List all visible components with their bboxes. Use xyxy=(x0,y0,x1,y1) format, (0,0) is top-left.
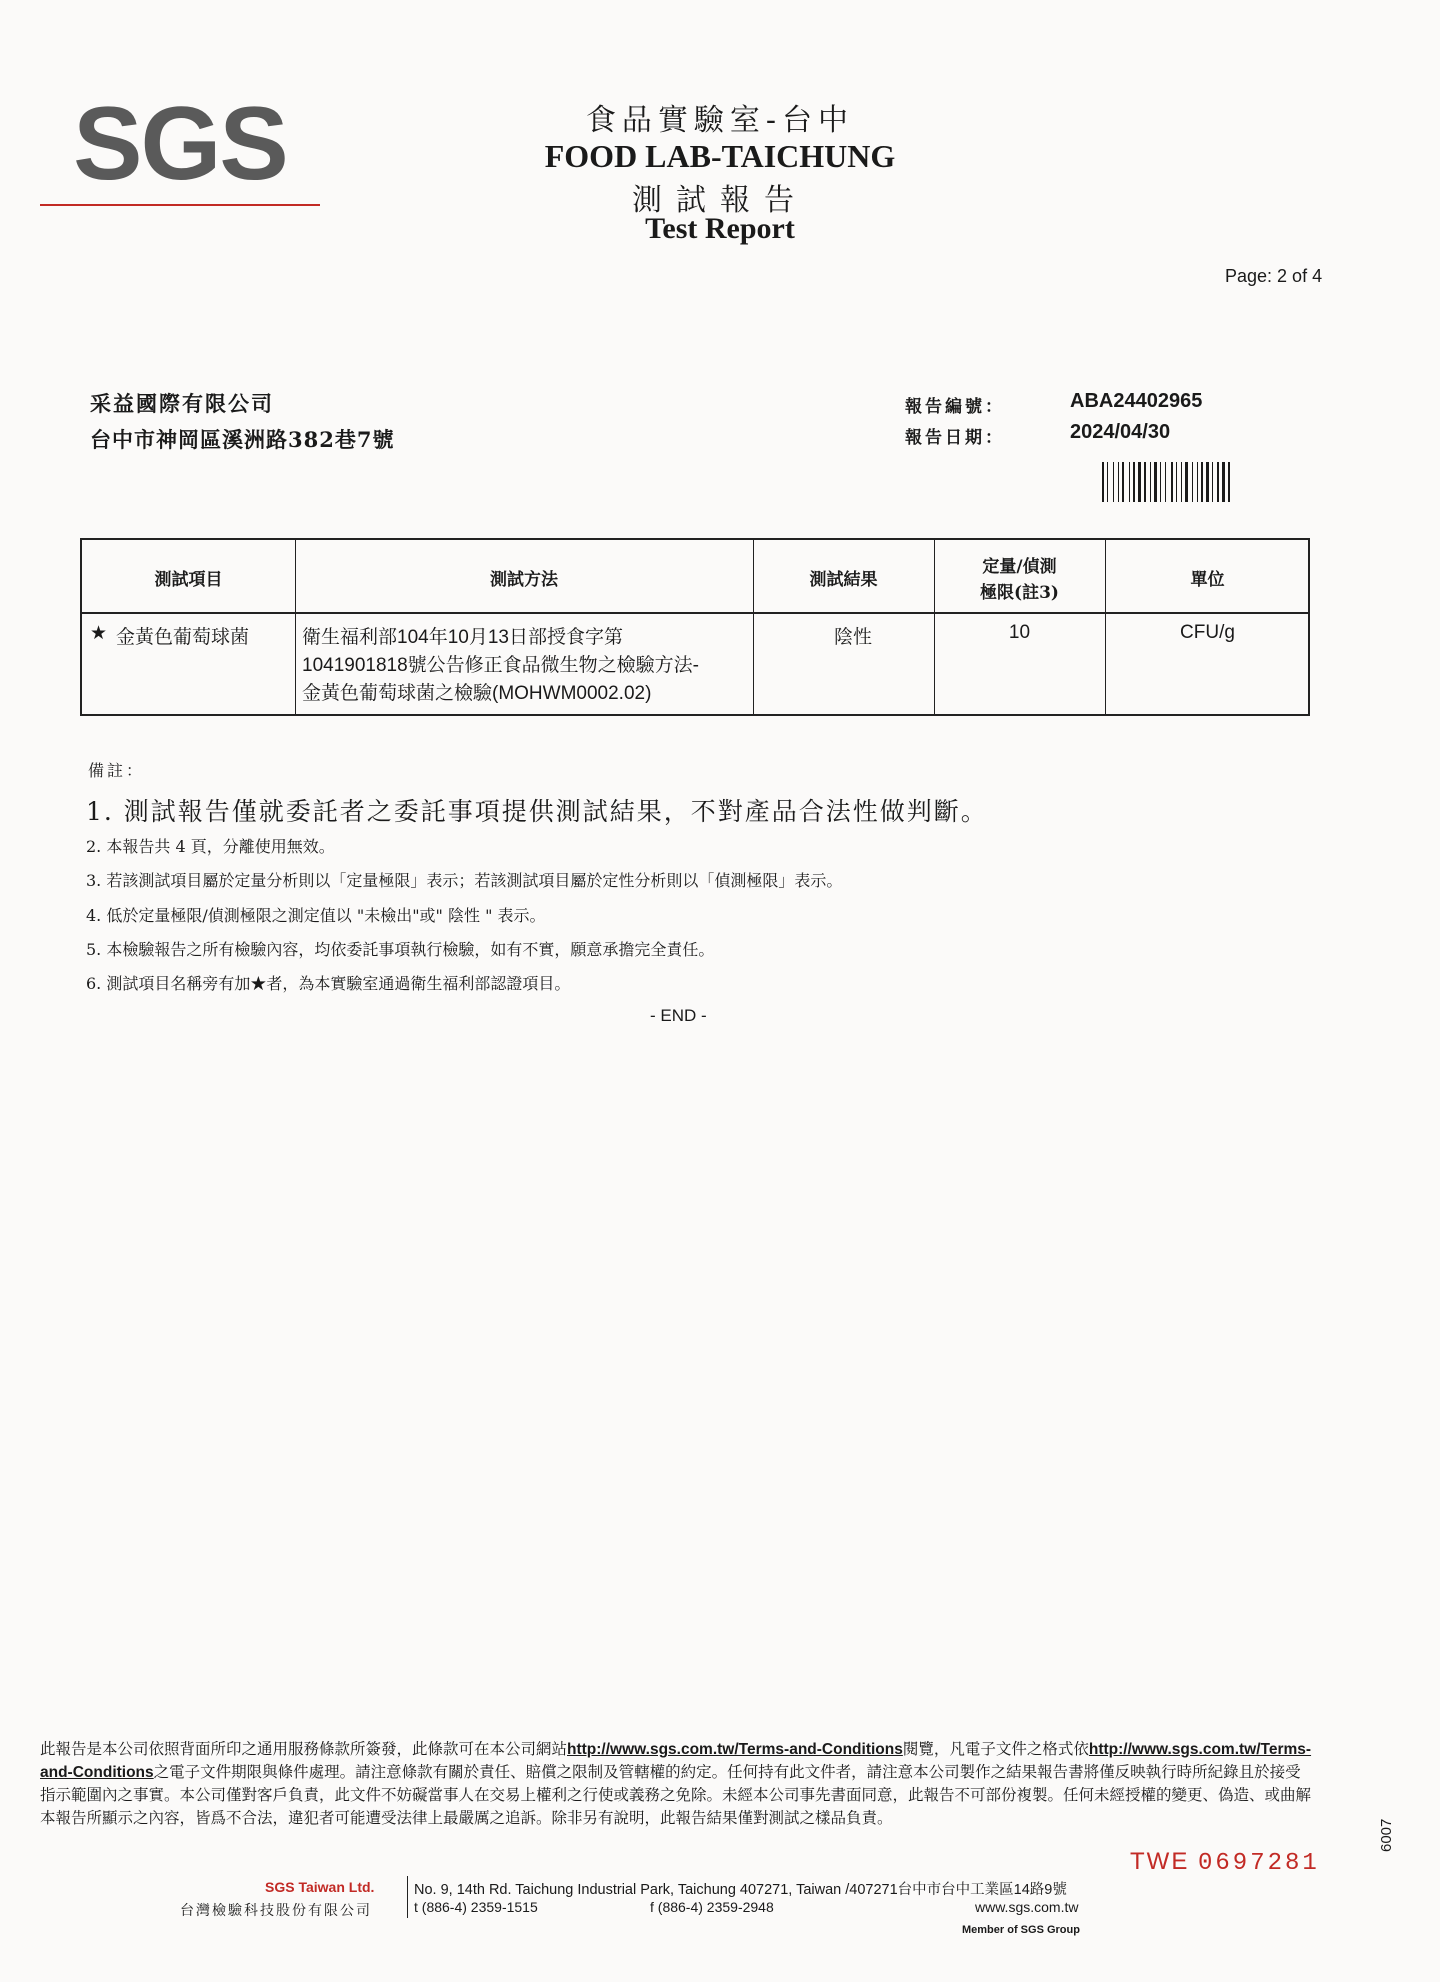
barcode-bar xyxy=(1113,462,1114,502)
company-phone: t (886-4) 2359-1515 xyxy=(414,1899,538,1915)
notes-title: 備註： xyxy=(88,761,146,780)
barcode-bar xyxy=(1165,462,1166,502)
barcode-bar xyxy=(1129,462,1130,502)
company-address: No. 9, 14th Rd. Taichung Industrial Park, Taichung 407271, Taiwan /407271台中市台中工業區14路9號 xyxy=(414,1882,1067,1898)
barcode-bar xyxy=(1212,462,1213,502)
page-info: Page: 2 of 4 xyxy=(1225,266,1323,286)
note-5: 5. 本檢驗報告之所有檢驗內容，均依委託事項執行檢驗，如有不實，願意承擔完全責任。 xyxy=(86,940,715,959)
barcode-bar xyxy=(1122,462,1124,502)
barcode-bar xyxy=(1107,462,1108,502)
barcode-bar xyxy=(1160,462,1161,502)
end-marker: - END - xyxy=(650,1006,707,1025)
cell-method-line2: 1041901818號公告修正食品微生物之檢驗方法- xyxy=(302,655,699,676)
barcode-bar xyxy=(1133,462,1135,502)
member-of-group: Member of SGS Group xyxy=(962,1924,1080,1936)
barcode-bar xyxy=(1154,462,1157,502)
header-limit-line2: 極限(註3) xyxy=(980,583,1059,603)
terms-statement xyxy=(40,1738,1315,1830)
barcode-bar xyxy=(1150,462,1151,502)
company-website[interactable]: www.sgs.com.tw xyxy=(975,1899,1079,1915)
client-name: 采益國際有限公司 xyxy=(90,391,274,416)
report-date: 2024/04/30 xyxy=(1070,421,1171,443)
note-1: 1. 測試報告僅就委託者之委託事項提供測試結果，不對產品合法性做判斷。 xyxy=(86,797,988,826)
barcode-bar xyxy=(1171,462,1173,502)
barcode-bar xyxy=(1206,462,1209,502)
report-date-label: 報告日期： xyxy=(905,428,1005,448)
barcode-bar xyxy=(1222,462,1225,502)
barcode-bar xyxy=(1228,462,1230,502)
cell-unit: CFU/g xyxy=(1180,622,1235,643)
serial-digits: 0697281 xyxy=(1198,1850,1320,1877)
barcode-bar xyxy=(1185,462,1188,502)
sgs-logo-text: SGS xyxy=(73,95,287,202)
accreditation-star-icon: ★ xyxy=(90,622,108,644)
serial-number xyxy=(1130,1848,1320,1877)
side-code: 6007 xyxy=(1378,1818,1395,1852)
footer-divider xyxy=(407,1876,408,1918)
barcode-bar xyxy=(1217,462,1219,502)
terms-text-3: 之電子文件期限與條件處理。請注意條款有關於責任、賠償之限制及管轄權的約定。任何持有此文件者，請注意本公司製作之結果報告書將僅反映執行時所紀錄且於接受指示範圍內之事實。本公司僅對客戶負責，此文件不妨礙當事人在交易上權利之行使或義務之免除。未經本公司事先書面同意，此報告不可部份複製。任何未經授權的變更、偽造、或曲解本報告所顯示之內容，皆爲不合法，違犯者可能遭受法律上最嚴厲之追訴。除非另有說明，此報告結果僅對測試之樣品負責。 xyxy=(40,1763,1312,1827)
client-address: 台中市神岡區溪洲路382巷7號 xyxy=(90,427,395,452)
cell-test-result: 陰性 xyxy=(834,627,873,648)
barcode-bar xyxy=(1144,462,1146,502)
sgs-logo xyxy=(40,95,320,210)
cell-method-line3: 金黃色葡萄球菌之檢驗(MOHWM0002.02) xyxy=(302,683,652,704)
header-limit-line1: 定量/偵測 xyxy=(982,557,1057,577)
company-name-zh: 台灣檢驗科技股份有限公司 xyxy=(180,1903,372,1919)
terms-text-2: 閱覽，凡電子文件之格式依 xyxy=(902,1740,1089,1758)
report-number: ABA24402965 xyxy=(1070,390,1203,412)
report-title-zh: 測試報告 xyxy=(632,183,808,218)
terms-link-2[interactable]: http://www.sgs.com.tw/Terms-and-Conditions xyxy=(40,1741,1312,1781)
company-fax: f (886-4) 2359-2948 xyxy=(650,1899,774,1915)
serial-prefix: TWE xyxy=(1130,1848,1190,1875)
barcode-bar xyxy=(1138,462,1141,502)
barcode-bar xyxy=(1118,462,1119,502)
header-unit: 單位 xyxy=(1190,570,1225,590)
note-2: 2. 本報告共 4 頁，分離使用無效。 xyxy=(86,837,335,856)
note-3: 3. 若該測試項目屬於定量分析則以「定量極限」表示；若該測試項目屬於定性分析則以「偵測極限」表示。 xyxy=(86,871,843,890)
lab-name-zh: 食品實驗室-台中 xyxy=(585,103,855,138)
test-results-table xyxy=(80,538,1310,716)
header-test-item: 測試項目 xyxy=(154,570,223,590)
barcode-bar xyxy=(1192,462,1193,502)
header-test-method: 測試方法 xyxy=(490,570,558,590)
header-test-result: 測試結果 xyxy=(809,570,878,590)
terms-text-1: 此報告是本公司依照背面所印之通用服務條款所簽發，此條款可在本公司網站 xyxy=(40,1740,568,1758)
terms-link-1[interactable]: http://www.sgs.com.tw/Terms-and-Conditions xyxy=(567,1741,903,1758)
cell-limit: 10 xyxy=(1008,622,1031,643)
lab-name-en: FOOD LAB-TAICHUNG xyxy=(544,138,896,174)
barcode-bar xyxy=(1201,462,1203,502)
barcode-bar xyxy=(1181,462,1182,502)
company-name-en: SGS Taiwan Ltd. xyxy=(265,1879,375,1895)
report-title-en: Test Report xyxy=(645,212,795,245)
report-number-label: 報告編號： xyxy=(905,397,1005,417)
barcode-bar xyxy=(1197,462,1198,502)
note-4: 4. 低於定量極限/偵測極限之測定值以 "未檢出"或" 陰性 " 表示。 xyxy=(86,906,546,925)
barcode xyxy=(1100,462,1300,502)
barcode-bar xyxy=(1176,462,1177,502)
barcode-bar xyxy=(1102,462,1104,502)
note-6: 6. 測試項目名稱旁有加★者，為本實驗室通過衛生福利部認證項目。 xyxy=(86,974,571,993)
cell-method-line1: 衛生福利部104年10月13日部授食字第 xyxy=(302,627,623,648)
cell-test-item: 金黃色葡萄球菌 xyxy=(116,626,250,648)
